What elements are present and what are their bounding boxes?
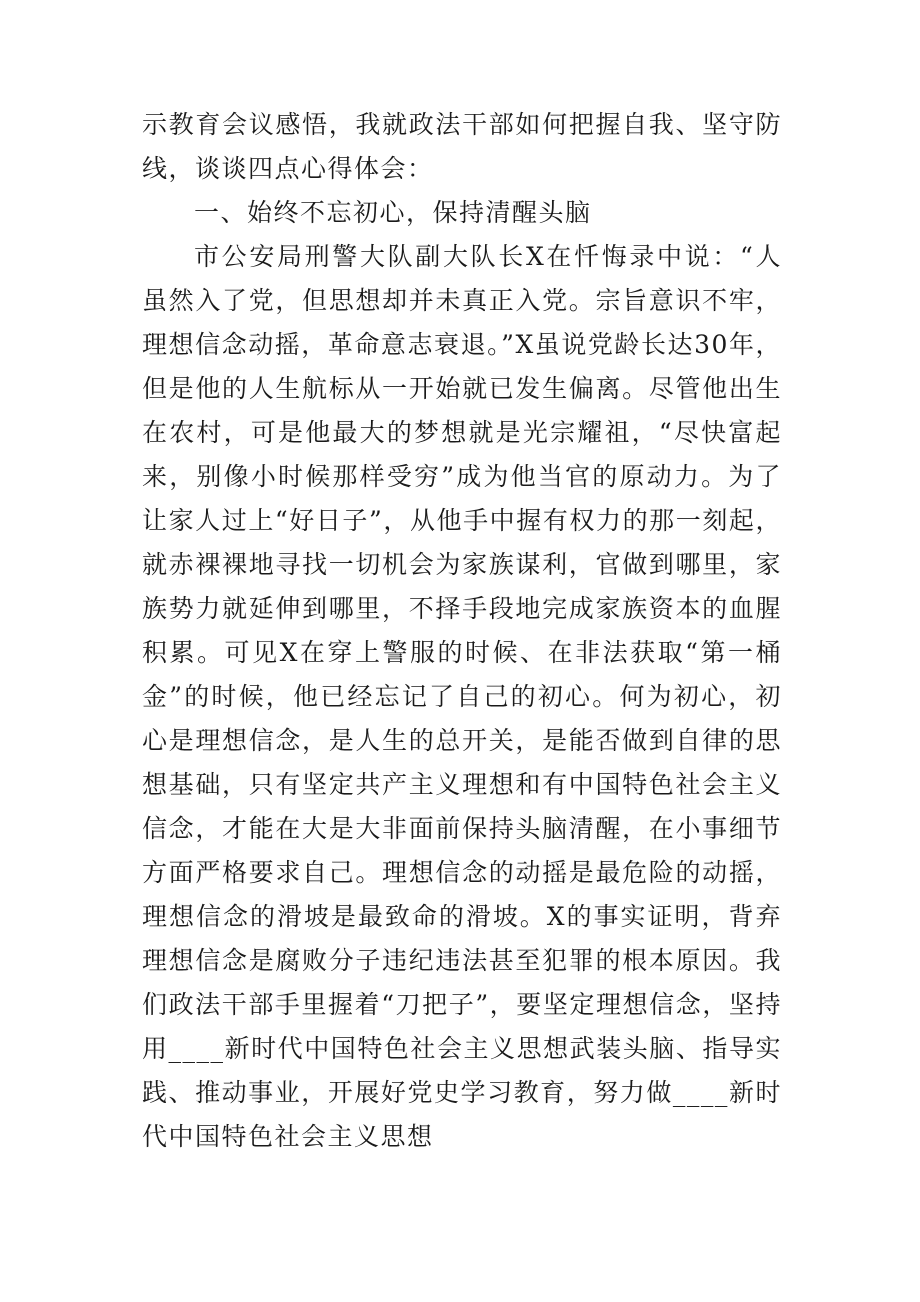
body-paragraph: 市公安局刑警大队副大队长X在忏悔录中说：“人虽然入了党，但思想却并未真正入党。宗旨意识不牢，理想信念动摇，革命意志衰退。”X虽说党龄长达30年，但是他的人生航标从一开始就已发生偏离。尽管他出生在农村，可是他最大的梦想就是光宗耀祖，“尽快富起来，别像小时候那样受穷”成为他当官的原动力。为了让家人过上“好日子”，从他手中握有权力的那一刻起，就赤裸裸地寻找一切机会为家族谋利，官做到哪里，家族势力就延伸到哪里，不择手段地完成家族资本的血腥积累。可见X在穿上警服的时候、在非法获取“第一桶金”的时候，他已经忘记了自己的初心。何为初心，初心是理想信念，是人生的总开关，是能否做到自律的思想基础，只有坚定共产主义理想和有中国特色社会主义信念，才能在大是大非面前保持头脑清醒，在小事细节方面严格要求自己。理想信念的动摇是最危险的动摇，理想信念的滑坡是最致命的滑坡。X的事实证明，背弃理想信念是腐败分子违纪违法甚至犯罪的根本原因。我们政法干部手里握着“刀把子”，要坚定理想信念，坚持用____新时代中国特色社会主义思想武装头脑、指导实践、推动事业，开展好党史学习教育，努力做____新时代中国特色社会主义思想: [142, 242, 782, 1151]
document-body: [142, 103, 782, 1159]
section-heading: 一、始终不忘初心，保持清醒头脑: [194, 198, 592, 227]
intro-paragraph: 示教育会议感悟，我就政法干部如何把握自我、坚守防线，谈谈四点心得体会：: [142, 110, 782, 183]
